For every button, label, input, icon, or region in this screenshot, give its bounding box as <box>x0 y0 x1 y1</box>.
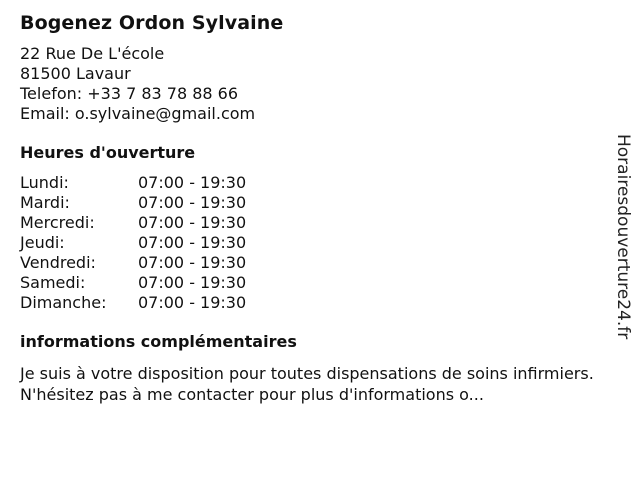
day-label: Mardi: <box>20 193 70 212</box>
hours-row-tuesday <box>20 193 610 213</box>
day-label: Dimanche: <box>20 293 107 312</box>
day-label: Vendredi: <box>20 253 96 272</box>
hours-row-wednesday <box>20 213 610 233</box>
day-label: Samedi: <box>20 273 86 292</box>
time-range: 07:00 - 19:30 <box>138 253 247 272</box>
day-label: Lundi: <box>20 173 69 192</box>
contact-block <box>20 44 610 124</box>
hours-row-thursday <box>20 233 610 253</box>
hours-row-sunday <box>20 293 610 313</box>
time-range: 07:00 - 19:30 <box>138 213 247 232</box>
street-address: 22 Rue De L'école <box>20 44 165 63</box>
site-watermark: Horairesdouverture24.fr <box>613 134 633 340</box>
postal-city: 81500 Lavaur <box>20 64 131 83</box>
day-label: Mercredi: <box>20 213 95 232</box>
email-address: Email: o.sylvaine@gmail.com <box>20 104 256 123</box>
time-range: 07:00 - 19:30 <box>138 173 247 192</box>
additional-info-text: Je suis à votre disposition pour toutes dispensations de soins infirmiers. N'hésitez pas à me contacter pour plus d'informations o... <box>20 364 594 404</box>
time-range: 07:00 - 19:30 <box>138 273 247 292</box>
time-range: 07:00 - 19:30 <box>138 233 247 252</box>
day-label: Jeudi: <box>20 233 65 252</box>
business-name: Bogenez Ordon Sylvaine <box>20 12 284 34</box>
hours-row-monday <box>20 173 610 193</box>
opening-hours-heading: Heures d'ouverture <box>20 143 196 162</box>
additional-info-heading: informations complémentaires <box>20 332 297 351</box>
time-range: 07:00 - 19:30 <box>138 293 247 312</box>
phone-number: Telefon: +33 7 83 78 88 66 <box>20 84 239 103</box>
time-range: 07:00 - 19:30 <box>138 193 247 212</box>
business-card <box>20 10 610 405</box>
hours-row-saturday <box>20 273 610 293</box>
opening-hours-list <box>20 173 610 313</box>
hours-row-friday <box>20 253 610 273</box>
